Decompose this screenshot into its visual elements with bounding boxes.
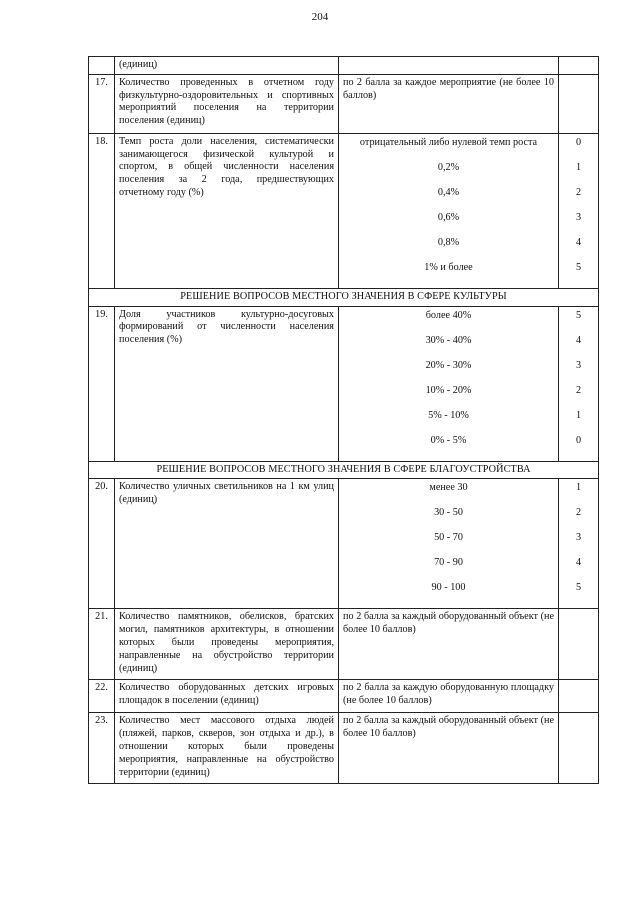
- points-value: 2: [575, 507, 582, 519]
- table-row: [89, 306, 599, 461]
- row-points: [559, 713, 599, 784]
- row-number: 21.: [89, 609, 115, 680]
- criterion-item: 50 - 70: [434, 532, 463, 544]
- row-number: 19.: [89, 306, 115, 461]
- row-points: [559, 74, 599, 133]
- row-number: 18.: [89, 133, 115, 288]
- description-text: Количество проведенных в отчетном году физкультурно-оздоровительных и спортивных мероприятий поселения на территории поселения (единиц): [119, 76, 334, 127]
- points-value: 1: [575, 161, 582, 173]
- row-points: [559, 133, 599, 288]
- criterion-item: 0,8%: [437, 236, 460, 248]
- row-description: [115, 479, 339, 609]
- criterion-item: 0% - 5%: [430, 434, 467, 446]
- points-value: 5: [575, 582, 582, 594]
- points-value: 0: [575, 434, 582, 446]
- row-description: [115, 133, 339, 288]
- row-description: [115, 306, 339, 461]
- criterion-item: отрицательный либо нулевой темп роста: [359, 136, 538, 148]
- criterion-item: менее 30: [429, 482, 468, 494]
- description-text: Количество уличных светильников на 1 км улиц (единиц): [119, 481, 334, 506]
- row-description: [115, 609, 339, 680]
- points-value: 3: [575, 211, 582, 223]
- row-points: [559, 680, 599, 713]
- description-text: Количество памятников, обелисков, братских могил, памятников архитектуры, в отношении которых были проведены мероприятия, направленные на обустройство территории (единиц): [119, 611, 334, 674]
- table-row: [89, 74, 599, 133]
- description-text: Доля участников культурно-досуговых формирований от численности населения поселения (%): [119, 308, 334, 346]
- row-criteria: [339, 479, 559, 609]
- row-number: 17.: [89, 74, 115, 133]
- criterion-item: 1% и более: [424, 261, 473, 273]
- row-number: 22.: [89, 680, 115, 713]
- row-description: [115, 57, 339, 75]
- criterion-item: 10% - 20%: [425, 384, 472, 396]
- criterion-item: 20% - 30%: [425, 359, 472, 371]
- criterion-item: 0,4%: [437, 186, 460, 198]
- criterion-item: 30 - 50: [434, 507, 463, 519]
- description-text: Количество мест массового отдыха людей (пляжей, парков, скверов, зон отдыха и др.), в отношении которых были проведены мероприятия, направленные на обустройство территории (единиц): [119, 715, 334, 778]
- points-value: 4: [575, 334, 582, 346]
- row-number: 20.: [89, 479, 115, 609]
- row-points: [559, 609, 599, 680]
- table-row: [89, 133, 599, 288]
- points-value: 0: [575, 136, 582, 148]
- section-row: [89, 288, 599, 306]
- points-value: 2: [575, 186, 582, 198]
- row-description: [115, 713, 339, 784]
- table-row-continuation: [89, 57, 599, 75]
- row-criteria: по 2 балла за каждый оборудованный объект (не более 10 баллов): [339, 609, 559, 680]
- row-criteria: [339, 306, 559, 461]
- continuation-text: (единиц): [119, 59, 158, 70]
- criterion-item: более 40%: [425, 309, 472, 321]
- row-criteria: по 2 балла за каждое мероприятие (не более 10 баллов): [339, 74, 559, 133]
- points-value: 4: [575, 557, 582, 569]
- page-number: 204: [311, 11, 329, 23]
- table-row: [89, 479, 599, 609]
- row-description: [115, 74, 339, 133]
- row-number: 23.: [89, 713, 115, 784]
- section-title-culture: РЕШЕНИЕ ВОПРОСОВ МЕСТНОГО ЗНАЧЕНИЯ В СФЕРЕ КУЛЬТУРЫ: [89, 288, 599, 306]
- points-value: 3: [575, 359, 582, 371]
- row-points: [559, 479, 599, 609]
- section-title-improvement: РЕШЕНИЕ ВОПРОСОВ МЕСТНОГО ЗНАЧЕНИЯ В СФЕРЕ БЛАГОУСТРОЙСТВА: [89, 461, 599, 479]
- section-row: [89, 461, 599, 479]
- description-text: Темп роста доли населения, систематически занимающегося физической культурой и спортом, в общей численности населения поселения за 2 года, предшествующих отчетному году (%): [119, 135, 334, 198]
- criterion-item: 30% - 40%: [425, 334, 472, 346]
- criterion-item: 90 - 100: [431, 582, 466, 594]
- table-row: [89, 680, 599, 713]
- criterion-item: 0,6%: [437, 211, 460, 223]
- table-row: [89, 713, 599, 784]
- points-value: 4: [575, 236, 582, 248]
- criterion-item: 70 - 90: [434, 557, 463, 569]
- row-criteria: [339, 133, 559, 288]
- criterion-item: 0,2%: [437, 161, 460, 173]
- row-number: [89, 57, 115, 75]
- criterion-item: 5% - 10%: [428, 409, 469, 421]
- points-value: 2: [575, 384, 582, 396]
- points-value: 5: [575, 309, 582, 321]
- row-points: [559, 306, 599, 461]
- table-row: [89, 609, 599, 680]
- row-points: [559, 57, 599, 75]
- row-criteria: [339, 57, 559, 75]
- points-value: 3: [575, 532, 582, 544]
- row-description: [115, 680, 339, 713]
- row-criteria: по 2 балла за каждый оборудованный объект (не более 10 баллов): [339, 713, 559, 784]
- description-text: Количество оборудованных детских игровых площадок в поселении (единиц): [119, 682, 334, 707]
- row-criteria: по 2 балла за каждую оборудованную площадку (не более 10 баллов): [339, 680, 559, 713]
- criteria-table: [88, 56, 599, 784]
- points-value: 5: [575, 261, 582, 273]
- points-value: 1: [575, 409, 582, 421]
- points-value: 1: [575, 482, 582, 494]
